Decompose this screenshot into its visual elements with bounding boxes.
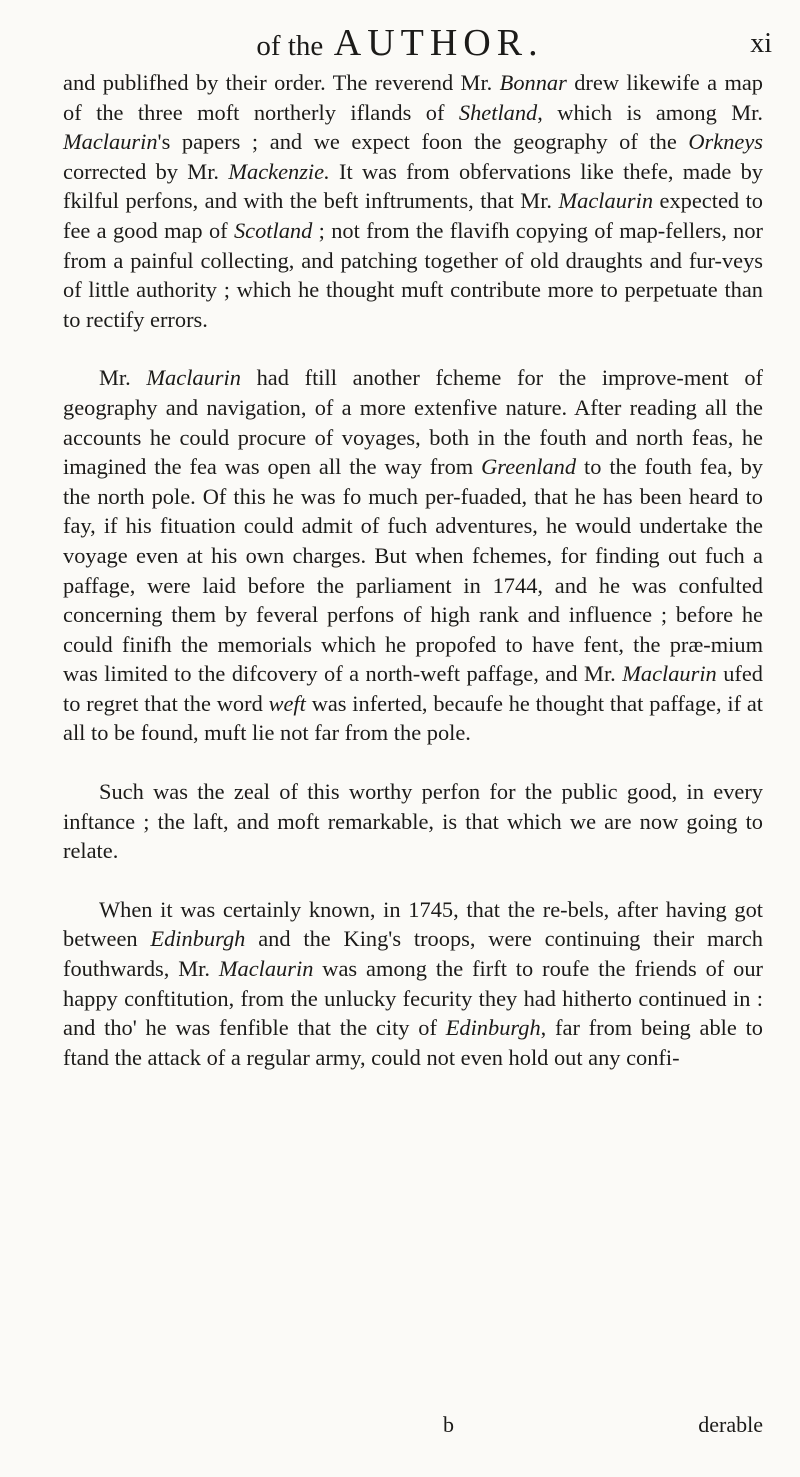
- text-run: Mr.: [99, 365, 147, 391]
- text-run: , which is among Mr.: [537, 99, 763, 125]
- text-run: and publifhed by their order. The reverend Mr.: [63, 70, 500, 95]
- italic-text: Maclaurin: [63, 129, 158, 155]
- text-run: , far from being able to ftand the attack of a regular army, could not even hold out any confi-: [63, 1015, 763, 1070]
- italic-text: Bonnar: [499, 70, 567, 95]
- text-run: 's papers ; and we expect foon the geography of the: [157, 129, 689, 155]
- page-number: xi: [750, 28, 772, 59]
- italic-text: Maclaurin: [218, 956, 314, 982]
- text-run: drew likewife a map of the three moft northerly iflands of: [63, 70, 763, 125]
- italic-text: weft: [268, 690, 306, 716]
- text-run: to the fouth fea, by the north pole. Of this he was fo much per-fuaded, that he has been heard to fay, if his fituation could admit of fuch adventures, he would undertake the voyage even at his own charges. But when fchemes, for finding out fuch a paffage, were laid before the parliament in 1744, and he was confulted concerning them by feveral perfons of high rank and influence ; before he could finifh the memorials which he propofed to have fent, the præ-mium was limited to the difcovery of a north-weft paffage, and Mr.: [63, 454, 763, 687]
- paragraph: [63, 363, 763, 748]
- italic-text: Maclaurin: [146, 365, 241, 391]
- text-run: corrected by Mr.: [63, 158, 229, 184]
- catchword: derable: [698, 1412, 763, 1437]
- text-run: had ftill another fcheme for the improve-ment of geography and navigation, of a more extenfive nature. After reading all the accounts he could procure of voyages, both in the fouth and north feas, he imagined the fea was open all the way from: [63, 365, 763, 480]
- italic-text: Maclaurin: [622, 661, 717, 687]
- italic-text: Scotland: [233, 217, 313, 243]
- italic-text: Edinburgh: [150, 926, 246, 952]
- paragraph: [63, 895, 763, 1073]
- italic-text: Edinburgh: [445, 1015, 541, 1041]
- running-head-prefix: of the: [256, 30, 324, 62]
- running-head-title: AUTHOR.: [333, 22, 544, 64]
- italic-text: Mackenzie.: [228, 158, 330, 184]
- paragraph: [63, 777, 763, 866]
- italic-text: Orkneys: [688, 129, 763, 155]
- italic-text: Greenland: [481, 454, 577, 480]
- text-run: It was from obfervations like thefe, made by fkilful perfons, and with the beft inftruments, that Mr.: [63, 158, 763, 214]
- text-run: Such was the zeal of this worthy perfon for the public good, in every inftance ; the laft, and moft remarkable, is that which we are now going to relate.: [63, 779, 763, 864]
- text-run: ufed to regret that the word: [63, 661, 763, 716]
- text-run: ; not from the flavifh copying of map-fellers, nor from a painful collecting, and patching together of old draughts and fur-veys of little authority ; which he thought muft contribute more to perpetuate than to rectify errors.: [63, 217, 763, 332]
- running-head: [0, 18, 800, 71]
- italic-text: Shetland: [458, 99, 538, 125]
- text-run: expected to fee a good map of: [63, 188, 763, 243]
- signature-mark: b: [443, 1412, 454, 1437]
- text-body: [63, 68, 763, 1072]
- page-header: [0, 18, 800, 68]
- paragraph: [63, 68, 763, 334]
- text-run: and the King's troops, were continuing their march fouthwards, Mr.: [63, 926, 763, 982]
- text-run: was inferted, becaufe he thought that paffage, if at all to be found, muft lie not far from the pole.: [63, 690, 763, 746]
- text-run: was among the firft to roufe the friends of our happy conftitution, from the unlucky fecurity they had hitherto continued in : and tho' he was fenfible that the city of: [63, 956, 763, 1041]
- text-run: When it was certainly known, in 1745, that the re-bels, after having got between: [63, 896, 763, 952]
- italic-text: Maclaurin: [558, 188, 654, 214]
